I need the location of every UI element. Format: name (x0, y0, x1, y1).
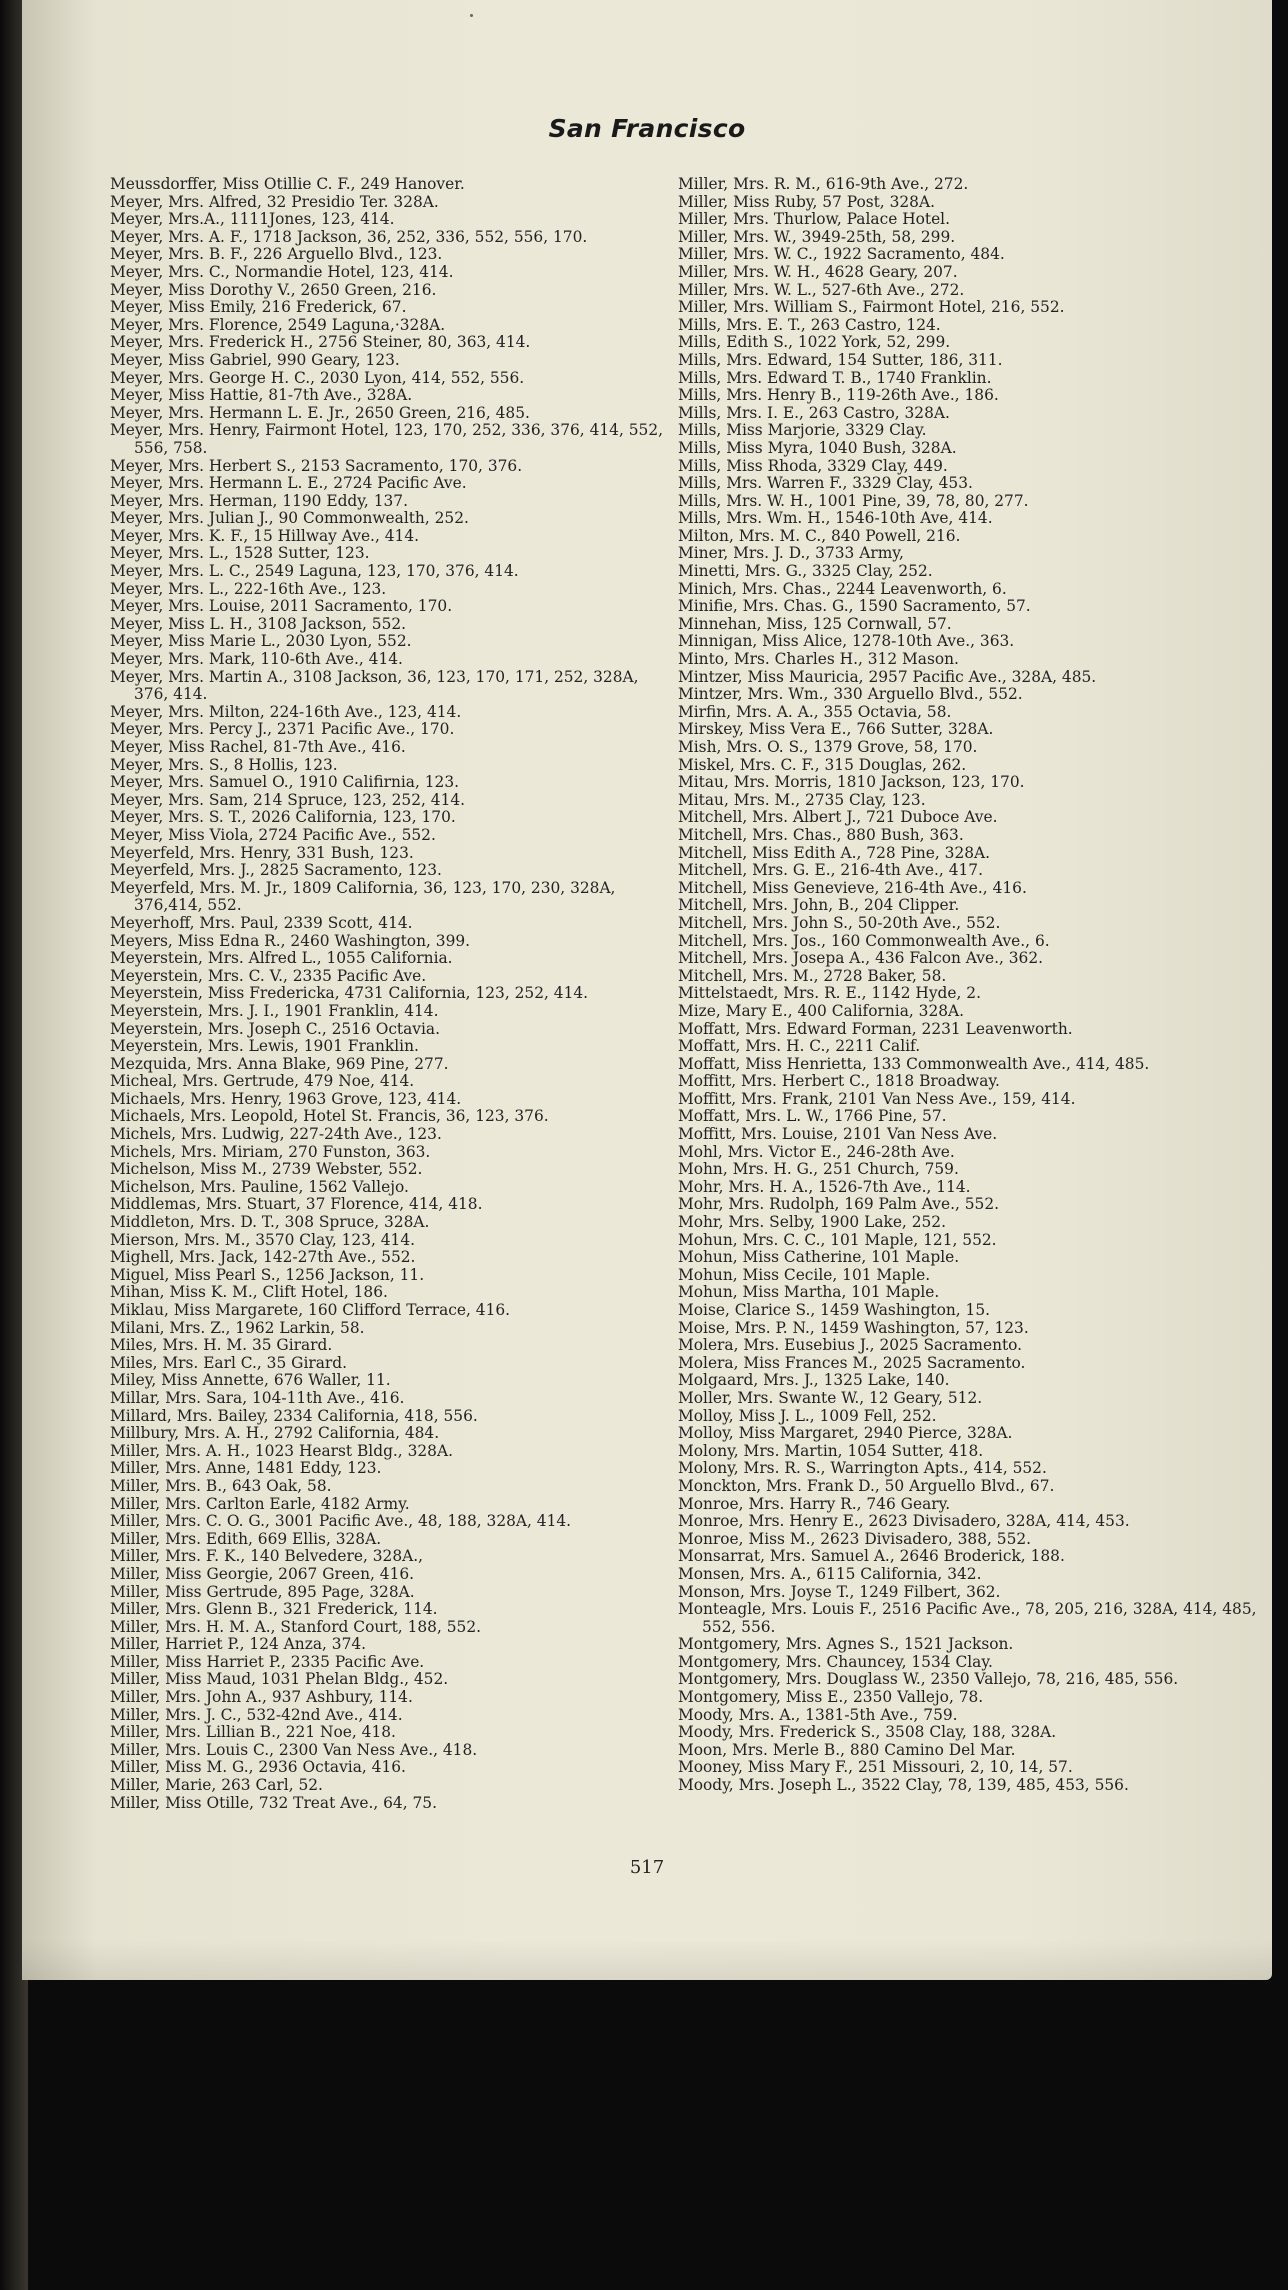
directory-entry: Mitchell, Mrs. Jos., 160 Commonwealth Ave., 6. (678, 931, 1050, 950)
directory-entry: Michels, Mrs. Miriam, 270 Funston, 363. (110, 1142, 431, 1161)
directory-entry: Miller, Mrs. C. O. G., 3001 Pacific Ave., 48, 188, 328A, 414. (110, 1512, 572, 1531)
page-number: 517 (629, 1857, 665, 1878)
directory-entry: Middlemas, Mrs. Stuart, 37 Florence, 414, 418. (110, 1195, 483, 1214)
directory-entry: Meyers, Miss Edna R., 2460 Washington, 399. (110, 931, 471, 950)
directory-entry: Mezquida, Mrs. Anna Blake, 969 Pine, 277. (110, 1054, 449, 1073)
directory-entry: Mittelstaedt, Mrs. R. E., 1142 Hyde, 2. (678, 984, 981, 1003)
directory-entry: Mills, Miss Marjorie, 3329 Clay. (678, 421, 927, 440)
directory-entry: Mitchell, Mrs. G. E., 216-4th Ave., 417. (678, 861, 983, 880)
directory-entry: Mohun, Miss Martha, 101 Maple. (678, 1283, 940, 1302)
directory-entry: Meyer, Mrs. Frederick H., 2756 Steiner, 80, 363, 414. (110, 333, 531, 352)
directory-entry: Meyer, Mrs. Herman, 1190 Eddy, 137. (110, 491, 408, 510)
directory-entry: Meyer, Mrs. Sam, 214 Spruce, 123, 252, 414. (110, 790, 466, 809)
directory-entry: Molony, Mrs. R. S., Warrington Apts., 414, 552. (678, 1459, 1047, 1478)
directory-entry: Meyer, Miss Emily, 216 Frederick, 67. (110, 298, 407, 317)
page-header-title: San Francisco (548, 114, 746, 143)
directory-entry: Mintzer, Miss Mauricia, 2957 Pacific Ave., 328A, 485. (678, 667, 1097, 686)
directory-entry: Mitchell, Mrs. John S., 50-20th Ave., 552. (678, 913, 1001, 932)
directory-entry: Miller, Mrs. F. K., 140 Belvedere, 328A., (110, 1547, 424, 1566)
directory-entry: Moffatt, Mrs. L. W., 1766 Pine, 57. (678, 1107, 947, 1126)
directory-entry: Mills, Mrs. Warren F., 3329 Clay, 453. (678, 474, 973, 493)
directory-entry: Mirskey, Miss Vera E., 766 Sutter, 328A. (678, 720, 994, 739)
directory-entry: Miller, Mrs. B., 643 Oak, 58. (110, 1476, 332, 1495)
directory-entry: Miles, Mrs. H. M. 35 Girard. (110, 1336, 333, 1355)
directory-entry: Meyer, Mrs. A. F., 1718 Jackson, 36, 252, 336, 552, 556, 170. (110, 227, 588, 246)
directory-entry: Mohn, Mrs. H. G., 251 Church, 759. (678, 1160, 959, 1179)
directory-entry: Meyerstein, Mrs. Lewis, 1901 Franklin. (110, 1037, 419, 1056)
directory-entry: Montgomery, Mrs. Agnes S., 1521 Jackson. (678, 1635, 1014, 1654)
directory-entry: Moody, Mrs. Frederick S., 3508 Clay, 188, 328A. (678, 1723, 1057, 1742)
directory-entry: Meyer, Mrs. Herbert S., 2153 Sacramento, 170, 376. (110, 456, 523, 475)
directory-entry: Monroe, Mrs. Henry E., 2623 Divisadero, 328A, 414, 453. (678, 1512, 1130, 1531)
directory-entry: Millar, Mrs. Sara, 104-11th Ave., 416. (110, 1388, 405, 1407)
directory-entry: Mitchell, Miss Edith A., 728 Pine, 328A. (678, 843, 991, 862)
directory-entry: Miller, Mrs. William S., Fairmont Hotel, 216, 552. (678, 298, 1065, 317)
directory-entry: Meyer, Mrs. Alfred, 32 Presidio Ter. 328A. (110, 192, 439, 211)
directory-entry: Molera, Miss Frances M., 2025 Sacramento. (678, 1353, 1026, 1372)
directory-entry: Mitchell, Mrs. Josepa A., 436 Falcon Ave., 362. (678, 949, 1044, 968)
directory-entry: Meyerhoff, Mrs. Paul, 2339 Scott, 414. (110, 913, 413, 932)
directory-entry: Meyer, Mrs. Julian J., 90 Commonwealth, 252. (110, 509, 469, 528)
directory-entry: Meyer, Mrs. Hermann L. E. Jr., 2650 Green, 216, 485. (110, 403, 530, 422)
directory-entry: Meyer, Mrs. Martin A., 3108 Jackson, 36, 123, 170, 171, 252, 328A, 376, 414. (110, 667, 644, 704)
directory-entry: Moon, Mrs. Merle B., 880 Camino Del Mar. (678, 1740, 1016, 1759)
directory-entry: Mize, Mary E., 400 California, 328A. (678, 1001, 965, 1020)
directory-entry: Mohun, Miss Catherine, 101 Maple. (678, 1248, 960, 1267)
directory-entry: Meyer, Miss L. H., 3108 Jackson, 552. (110, 614, 407, 633)
directory-entry: Moffitt, Mrs. Frank, 2101 Van Ness Ave., 159, 414. (678, 1089, 1076, 1108)
directory-entry: Meyer, Mrs. S. T., 2026 California, 123, 170. (110, 808, 456, 827)
directory-entry: Minifie, Mrs. Chas. G., 1590 Sacramento, 57. (678, 597, 1031, 616)
right-column (678, 176, 1268, 1795)
directory-entry: Miller, Mrs. J. C., 532-42nd Ave., 414. (110, 1705, 403, 1724)
directory-entry: Meyerstein, Miss Fredericka, 4731 California, 123, 252, 414. (110, 984, 589, 1003)
directory-entry: Miller, Miss Ruby, 57 Post, 328A. (678, 192, 935, 211)
directory-entry: Molloy, Miss Margaret, 2940 Pierce, 328A. (678, 1424, 1013, 1443)
directory-entry: Mohr, Mrs. Selby, 1900 Lake, 252. (678, 1213, 946, 1232)
directory-entry: Molera, Mrs. Eusebius J., 2025 Sacramento. (678, 1336, 1023, 1355)
directory-entry: Monckton, Mrs. Frank D., 50 Arguello Blvd., 67. (678, 1476, 1055, 1495)
directory-entry: Moffitt, Mrs. Louise, 2101 Van Ness Ave. (678, 1125, 998, 1144)
directory-entry: Miller, Mrs. Thurlow, Palace Hotel. (678, 210, 951, 229)
directory-entry: Miller, Mrs. Edith, 669 Ellis, 328A. (110, 1529, 382, 1548)
directory-entry: Moise, Mrs. P. N., 1459 Washington, 57, 123. (678, 1318, 1029, 1337)
directory-entry: Meyer, Mrs. Florence, 2549 Laguna,·328A. (110, 315, 446, 334)
directory-entry: Monsen, Mrs. A., 6115 California, 342. (678, 1564, 982, 1583)
directory-entry: Mish, Mrs. O. S., 1379 Grove, 58, 170. (678, 738, 978, 756)
directory-entry: Monteagle, Mrs. Louis F., 2516 Pacific Ave., 78, 205, 216, 328A, 414, 485, 552, 556. (678, 1600, 1262, 1636)
directory-entry: Montgomery, Mrs. Douglass W., 2350 Vallejo, 78, 216, 485, 556. (678, 1670, 1179, 1689)
directory-entry: Molloy, Miss J. L., 1009 Fell, 252. (678, 1406, 937, 1425)
directory-entry: Mills, Mrs. I. E., 263 Castro, 328A. (678, 403, 950, 422)
directory-entry: Miley, Miss Annette, 676 Waller, 11. (110, 1371, 391, 1390)
directory-entry: Miller, Mrs. R. M., 616-9th Ave., 272. (678, 175, 969, 193)
directory-entry: Monroe, Mrs. Harry R., 746 Geary. (678, 1494, 951, 1513)
directory-entry: Mihan, Miss K. M., Clift Hotel, 186. (110, 1283, 388, 1302)
directory-entry: Mighell, Mrs. Jack, 142-27th Ave., 552. (110, 1248, 416, 1267)
directory-entry: Miller, Miss Maud, 1031 Phelan Bldg., 452. (110, 1670, 449, 1689)
directory-entry: Meyer, Mrs. L., 1528 Sutter, 123. (110, 544, 370, 563)
directory-entry: Michels, Mrs. Ludwig, 227-24th Ave., 123. (110, 1125, 442, 1144)
directory-entry: Meyer, Mrs. Mark, 110-6th Ave., 414. (110, 650, 403, 669)
directory-entry: Micheal, Mrs. Gertrude, 479 Noe, 414. (110, 1072, 415, 1091)
directory-entry: Moise, Clarice S., 1459 Washington, 15. (678, 1301, 991, 1319)
directory-entry: Meyer, Mrs. C., Normandie Hotel, 123, 414. (110, 262, 454, 281)
directory-entry: Mohl, Mrs. Victor E., 246-28th Ave. (678, 1142, 955, 1161)
directory-entry: Mills, Edith S., 1022 York, 52, 299. (678, 333, 951, 352)
directory-entry: Mitchell, Mrs. John, B., 204 Clipper. (678, 896, 960, 915)
directory-entry: Miller, Mrs. H. M. A., Stanford Court, 188, 552. (110, 1617, 482, 1636)
directory-entry: Miguel, Miss Pearl S., 1256 Jackson, 11. (110, 1265, 425, 1284)
directory-entry: Mohr, Mrs. Rudolph, 169 Palm Ave., 552. (678, 1195, 1000, 1214)
directory-entry: Millard, Mrs. Bailey, 2334 California, 418, 556. (110, 1406, 478, 1425)
directory-entry: Mooney, Miss Mary F., 251 Missouri, 2, 10, 14, 57. (678, 1758, 1073, 1777)
directory-entry: Mitchell, Miss Genevieve, 216-4th Ave., 416. (678, 878, 1027, 897)
left-column (110, 176, 670, 1812)
directory-entry: Monroe, Miss M., 2623 Divisadero, 388, 552. (678, 1529, 1032, 1548)
directory-entry: Millbury, Mrs. A. H., 2792 California, 484. (110, 1424, 440, 1443)
directory-entry: Meyerstein, Mrs. Alfred L., 1055 California. (110, 949, 453, 968)
directory-entry: Meyer, Mrs. Louise, 2011 Sacramento, 170. (110, 597, 453, 616)
directory-entry: Meyer, Mrs. Milton, 224-16th Ave., 123, 414. (110, 702, 462, 721)
directory-entry: Meyerfeld, Mrs. M. Jr., 1809 California, 36, 123, 170, 230, 328A, 376,414, 552. (110, 878, 621, 915)
directory-entry: Montgomery, Mrs. Chauncey, 1534 Clay. (678, 1652, 993, 1671)
directory-entry: Meyer, Mrs. Percy J., 2371 Pacific Ave., 170. (110, 720, 455, 739)
directory-entry: Mills, Mrs. Henry B., 119-26th Ave., 186. (678, 386, 999, 405)
directory-entry: Monsarrat, Mrs. Samuel A., 2646 Broderick, 188. (678, 1547, 1065, 1566)
directory-entry: Meyerfeld, Mrs. J., 2825 Sacramento, 123. (110, 861, 442, 880)
directory-entry: Meussdorffer, Miss Otillie C. F., 249 Hanover. (110, 175, 465, 193)
directory-entry: Meyer, Miss Viola, 2724 Pacific Ave., 552. (110, 825, 436, 844)
directory-entry: Mills, Mrs. W. H., 1001 Pine, 39, 78, 80, 277. (678, 491, 1029, 510)
directory-entry: Mitchell, Mrs. Albert J., 721 Duboce Ave. (678, 808, 998, 827)
directory-entry: Meyer, Mrs. Samuel O., 1910 Califirnia, 123. (110, 773, 460, 792)
directory-entry: Moller, Mrs. Swante W., 12 Geary, 512. (678, 1388, 983, 1407)
directory-entry: Mills, Mrs. Wm. H., 1546-10th Ave, 414. (678, 509, 993, 528)
directory-entry: Meyerstein, Mrs. Joseph C., 2516 Octavia. (110, 1019, 440, 1038)
directory-entry: Miles, Mrs. Earl C., 35 Girard. (110, 1353, 348, 1372)
directory-entry: Miller, Mrs. Lillian B., 221 Noe, 418. (110, 1723, 396, 1742)
directory-entry: Miller, Miss Otille, 732 Treat Ave., 64, 75. (110, 1793, 437, 1812)
directory-entry: Meyer, Mrs. B. F., 226 Arguello Blvd., 123. (110, 245, 443, 264)
directory-entry: Miller, Mrs. W. H., 4628 Geary, 207. (678, 262, 958, 281)
directory-entry: Miller, Mrs. Anne, 1481 Eddy, 123. (110, 1459, 382, 1478)
directory-entry: Meyer, Mrs. L. C., 2549 Laguna, 123, 170, 376, 414. (110, 562, 519, 581)
directory-entry: Mitau, Mrs. Morris, 1810 Jackson, 123, 170. (678, 773, 1025, 792)
directory-entry: Moffatt, Miss Henrietta, 133 Commonwealth Ave., 414, 485. (678, 1054, 1150, 1073)
directory-entry: Mitau, Mrs. M., 2735 Clay, 123. (678, 790, 926, 809)
directory-entry: Milani, Mrs. Z., 1962 Larkin, 58. (110, 1318, 365, 1337)
directory-entry: Mierson, Mrs. M., 3570 Clay, 123, 414. (110, 1230, 416, 1249)
directory-entry: Miller, Mrs. W. L., 527-6th Ave., 272. (678, 280, 965, 299)
directory-entry: Meyer, Miss Rachel, 81-7th Ave., 416. (110, 738, 406, 756)
directory-entry: Mitchell, Mrs. Chas., 880 Bush, 363. (678, 825, 964, 844)
directory-entry: Miklau, Miss Margarete, 160 Clifford Terrace, 416. (110, 1301, 511, 1319)
directory-entry: Meyerstein, Mrs. J. I., 1901 Franklin, 414. (110, 1001, 439, 1020)
directory-entry: Minnehan, Miss, 125 Cornwall, 57. (678, 614, 952, 633)
directory-entry: Meyer, Mrs. S., 8 Hollis, 123. (110, 755, 338, 774)
directory-entry: Minnigan, Miss Alice, 1278-10th Ave., 363. (678, 632, 1015, 651)
directory-entry: Miller, Mrs. A. H., 1023 Hearst Bldg., 328A. (110, 1441, 453, 1460)
directory-entry: Mills, Miss Myra, 1040 Bush, 328A. (678, 438, 957, 457)
paper-speck (470, 14, 473, 17)
directory-entry: Montgomery, Miss E., 2350 Vallejo, 78. (678, 1688, 984, 1707)
directory-entry: Molony, Mrs. Martin, 1054 Sutter, 418. (678, 1441, 984, 1460)
directory-entry: Meyer, Mrs. Hermann L. E., 2724 Pacific Ave. (110, 474, 467, 493)
directory-entry: Miller, Mrs. Glenn B., 321 Frederick, 114. (110, 1600, 438, 1619)
directory-entry: Mohun, Mrs. C. C., 101 Maple, 121, 552. (678, 1230, 997, 1249)
directory-entry: Meyer, Miss Gabriel, 990 Geary, 123. (110, 350, 400, 369)
directory-entry: Miller, Mrs. John A., 937 Ashbury, 114. (110, 1688, 413, 1707)
directory-entry: Miller, Mrs. Carlton Earle, 4182 Army. (110, 1494, 410, 1513)
directory-entry: Meyer, Mrs. George H. C., 2030 Lyon, 414, 552, 556. (110, 368, 525, 387)
directory-entry: Meyerfeld, Mrs. Henry, 331 Bush, 123. (110, 843, 414, 862)
directory-entry: Mills, Mrs. E. T., 263 Castro, 124. (678, 315, 941, 334)
directory-entry: Monson, Mrs. Joyse T., 1249 Filbert, 362. (678, 1582, 1001, 1601)
directory-entry: Mintzer, Mrs. Wm., 330 Arguello Blvd., 552. (678, 685, 1023, 704)
directory-entry: Moffitt, Mrs. Herbert C., 1818 Broadway. (678, 1072, 1000, 1091)
directory-entry: Miskel, Mrs. C. F., 315 Douglas, 262. (678, 755, 967, 774)
directory-entry: Meyer, Miss Dorothy V., 2650 Green, 216. (110, 280, 437, 299)
directory-entry: Mohr, Mrs. H. A., 1526-7th Ave., 114. (678, 1177, 971, 1196)
directory-entry: Mills, Mrs. Edward, 154 Sutter, 186, 311. (678, 350, 1003, 369)
directory-entry: Michelson, Mrs. Pauline, 1562 Vallejo. (110, 1177, 409, 1196)
directory-entry: Meyer, Mrs. L., 222-16th Ave., 123. (110, 579, 387, 598)
directory-entry: Miller, Mrs. W., 3949-25th, 58, 299. (678, 227, 956, 246)
directory-entry: Minetti, Mrs. G., 3325 Clay, 252. (678, 562, 933, 581)
directory-entry: Moody, Mrs. Joseph L., 3522 Clay, 78, 139, 485, 453, 556. (678, 1776, 1129, 1795)
directory-entry: Mills, Mrs. Edward T. B., 1740 Franklin. (678, 368, 992, 387)
directory-entry: Miller, Miss Harriet P., 2335 Pacific Ave. (110, 1652, 425, 1671)
directory-entry: Miller, Mrs. Louis C., 2300 Van Ness Ave., 418. (110, 1740, 478, 1759)
directory-entry: Minich, Mrs. Chas., 2244 Leavenworth, 6. (678, 579, 1007, 598)
directory-entry: Miller, Mrs. W. C., 1922 Sacramento, 484. (678, 245, 1005, 264)
directory-entry: Mitchell, Mrs. M., 2728 Baker, 58. (678, 966, 947, 985)
directory-entry: Meyerstein, Mrs. C. V., 2335 Pacific Ave. (110, 966, 427, 985)
directory-entry: Michelson, Miss M., 2739 Webster, 552. (110, 1160, 423, 1179)
directory-entry: Michaels, Mrs. Henry, 1963 Grove, 123, 414. (110, 1089, 462, 1108)
directory-entry: Meyer, Miss Marie L., 2030 Lyon, 552. (110, 632, 412, 651)
directory-entry: Minto, Mrs. Charles H., 312 Mason. (678, 650, 959, 669)
directory-entry: Moody, Mrs. A., 1381-5th Ave., 759. (678, 1705, 958, 1724)
directory-entry: Miller, Miss Georgie, 2067 Green, 416. (110, 1564, 415, 1583)
directory-entry: Miller, Marie, 263 Carl, 52. (110, 1776, 323, 1795)
directory-entry: Molgaard, Mrs. J., 1325 Lake, 140. (678, 1371, 950, 1390)
directory-entry: Middleton, Mrs. D. T., 308 Spruce, 328A. (110, 1213, 430, 1232)
directory-entry: Milton, Mrs. M. C., 840 Powell, 216. (678, 526, 961, 545)
directory-entry: Mills, Miss Rhoda, 3329 Clay, 449. (678, 456, 948, 475)
directory-entry: Meyer, Miss Hattie, 81-7th Ave., 328A. (110, 386, 413, 405)
directory-entry: Miner, Mrs. J. D., 3733 Army, (678, 544, 904, 563)
directory-entry: Meyer, Mrs. Henry, Fairmont Hotel, 123, 170, 252, 336, 376, 414, 552, 556, 758. (110, 421, 668, 457)
directory-entry: Meyer, Mrs. K. F., 15 Hillway Ave., 414. (110, 526, 419, 545)
directory-entry: Miller, Harriet P., 124 Anza, 374. (110, 1635, 367, 1654)
directory-page (22, 0, 1272, 1980)
directory-entry: Meyer, Mrs.A., 1111Jones, 123, 414. (110, 210, 395, 229)
directory-entry: Moffatt, Mrs. H. C., 2211 Calif. (678, 1037, 921, 1056)
directory-entry: Miller, Miss Gertrude, 895 Page, 328A. (110, 1582, 415, 1601)
directory-entry: Miller, Miss M. G., 2936 Octavia, 416. (110, 1758, 406, 1777)
directory-entry: Mohun, Miss Cecile, 101 Maple. (678, 1265, 931, 1284)
directory-entry: Michaels, Mrs. Leopold, Hotel St. Francis, 36, 123, 376. (110, 1107, 549, 1126)
directory-entry: Mirfin, Mrs. A. A., 355 Octavia, 58. (678, 702, 952, 721)
directory-entry: Moffatt, Mrs. Edward Forman, 2231 Leavenworth. (678, 1019, 1073, 1038)
